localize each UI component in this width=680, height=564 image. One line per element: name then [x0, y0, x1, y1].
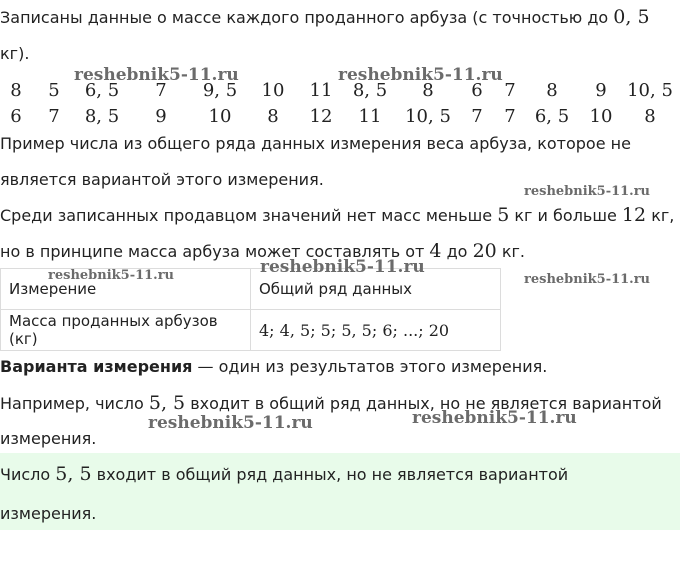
definition-line — [0, 356, 547, 378]
answer-box — [0, 453, 680, 530]
example-text: Например, число — [0, 394, 144, 413]
data-value: 8 — [10, 80, 22, 101]
data-value: 9 — [595, 80, 607, 101]
table-row — [1, 310, 501, 351]
watermark: reshebnik5-11.ru — [148, 413, 313, 433]
precision-value: 0, 5 — [613, 6, 650, 28]
data-value: 8 — [546, 80, 558, 101]
intro-line — [0, 6, 650, 29]
data-value: 12 — [309, 106, 333, 127]
data-value: 7 — [48, 106, 60, 127]
watermark: reshebnik5-11.ru — [260, 257, 425, 277]
answer-number: 5, 5 — [55, 463, 92, 485]
explanation-text: Среди записанных продавцом значений нет масс меньше — [0, 206, 493, 225]
data-value: 7 — [155, 80, 167, 101]
range-from-value: 4 — [429, 240, 442, 262]
watermark: reshebnik5-11.ru — [412, 408, 577, 428]
explanation-text: кг, — [651, 206, 675, 225]
data-value: 11 — [309, 80, 333, 101]
data-value: 11 — [358, 106, 382, 127]
data-value: 8 — [644, 106, 656, 127]
intro-unit-line: кг). — [0, 44, 30, 63]
data-value: 6 — [10, 106, 22, 127]
explanation-text: до — [446, 242, 468, 261]
question-line-1: Пример числа из общего ряда данных измерения веса арбуза, которое не — [0, 134, 631, 153]
answer-text: Число — [0, 465, 51, 484]
watermark: reshebnik5-11.ru — [524, 184, 651, 199]
data-value: 10 — [261, 80, 285, 101]
min-mass-value: 5 — [497, 204, 510, 226]
data-row-2 — [0, 106, 680, 132]
data-value: 7 — [471, 106, 483, 127]
table-header-cell: Общий ряд данных — [251, 269, 501, 310]
watermark: reshebnik5-11.ru — [338, 65, 503, 85]
data-value: 6, 5 — [534, 106, 570, 127]
watermark: reshebnik5-11.ru — [74, 65, 239, 85]
watermark: reshebnik5-11.ru — [524, 272, 651, 287]
explanation-line-1 — [0, 204, 674, 227]
data-value: 9 — [155, 106, 167, 127]
definition-text: — один из результатов этого измерения. — [192, 357, 548, 376]
data-value: 8, 5 — [84, 106, 120, 127]
data-value: 5 — [48, 80, 60, 101]
intro-text: Записаны данные о массе каждого проданного арбуза (с точностью до — [0, 8, 609, 27]
answer-text: входит в общий ряд данных, но не является вариантой — [96, 465, 569, 484]
data-value: 6 — [471, 80, 483, 101]
explanation-text: но в принципе масса арбуза может составлять от — [0, 242, 425, 261]
data-value: 6, 5 — [84, 80, 120, 101]
watermark: reshebnik5-11.ru — [48, 268, 175, 283]
explanation-text: кг и больше — [514, 206, 617, 225]
definition-term: Варианта измерения — [0, 357, 193, 376]
table-cell: 4; 4, 5; 5; 5, 5; 6; ...; 20 — [251, 310, 501, 351]
data-value: 7 — [504, 80, 516, 101]
data-value: 7 — [504, 106, 516, 127]
example-line-2: измерения. — [0, 429, 97, 448]
answer-line-2: измерения. — [0, 504, 97, 523]
example-number: 5, 5 — [148, 392, 186, 414]
data-value: 10, 5 — [627, 80, 673, 101]
example-text: входит в общий ряд данных, но не является вариантой — [190, 394, 662, 413]
data-value: 8 — [422, 80, 434, 101]
data-value: 8 — [267, 106, 279, 127]
data-value: 10 — [589, 106, 613, 127]
data-value: 9, 5 — [202, 80, 238, 101]
data-value: 8, 5 — [352, 80, 388, 101]
explanation-text: кг. — [501, 242, 525, 261]
data-value: 10, 5 — [405, 106, 451, 127]
table-header-cell: Измерение — [1, 269, 251, 310]
max-mass-value: 12 — [621, 204, 647, 226]
range-to-value: 20 — [472, 240, 497, 262]
question-line-2: является вариантой этого измерения. — [0, 170, 324, 189]
table-cell: Масса проданных арбузов (кг) — [1, 310, 251, 351]
answer-line-1 — [0, 463, 568, 486]
data-value: 10 — [208, 106, 232, 127]
